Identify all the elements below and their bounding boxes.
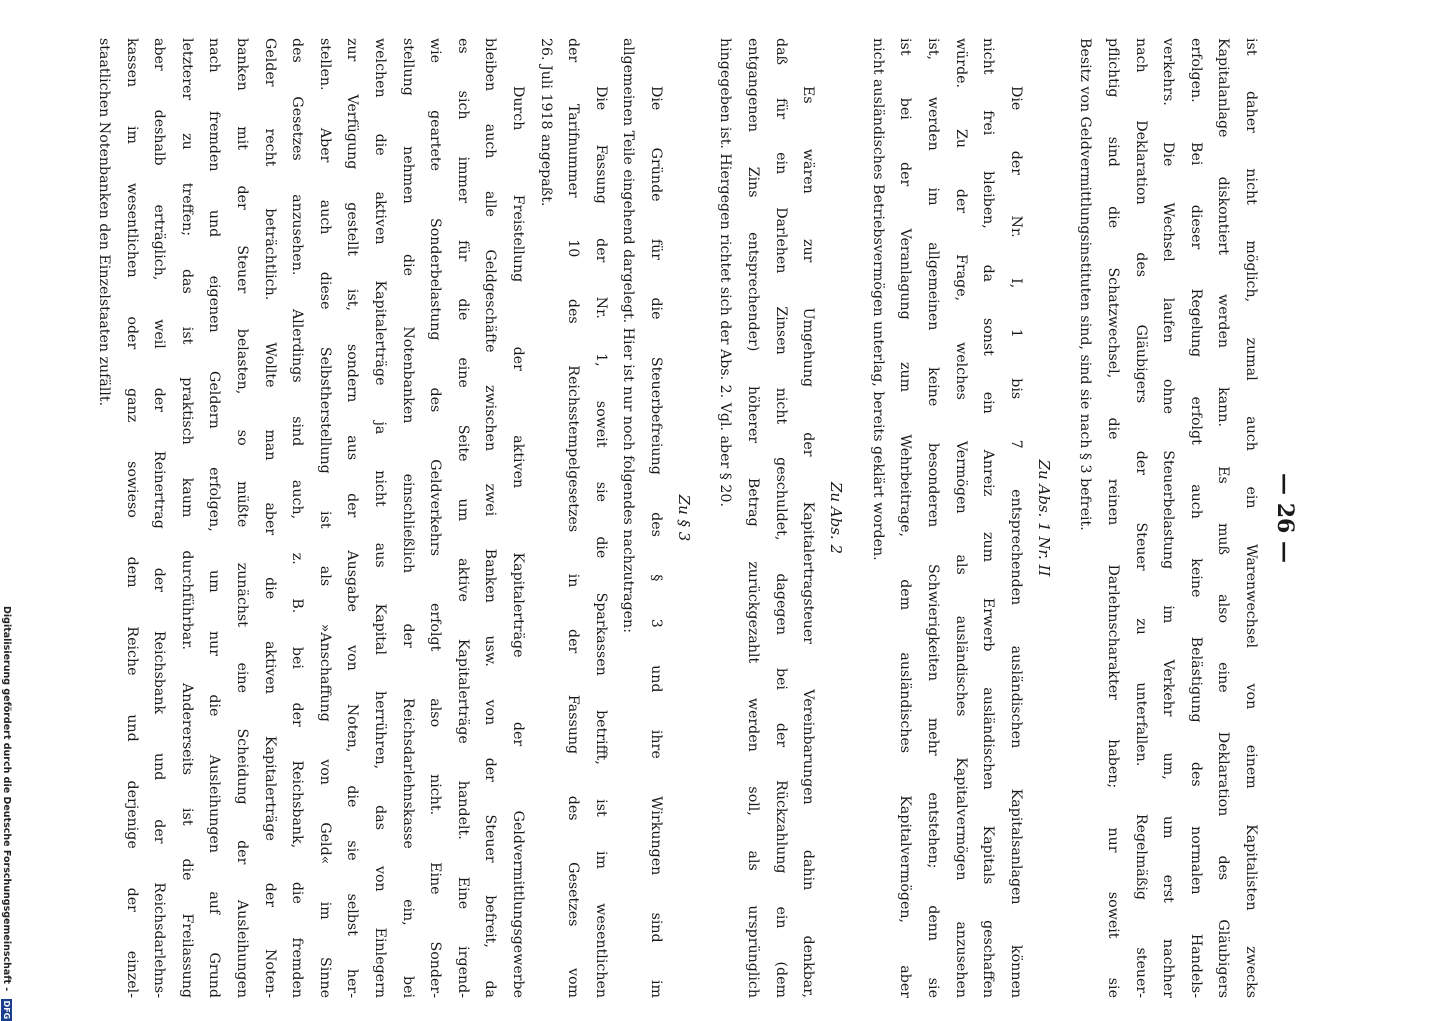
section-heading-abs2: Zu Abs. 2: [827, 481, 846, 555]
section2-paragraph: [711, 38, 821, 998]
credit-text: Digitalisierung gefördert durch die Deutsche Forschungsgemeinschaft -: [1, 606, 12, 992]
text-line: Die der Nr. I, 1 bis 7 entsprechenden ausländischen Kapitalsanlagen können: [1007, 86, 1024, 998]
text-line: würde. Zu der Frage, welches Vermögen als ausländisches Kapitalvermögen anzusehen: [952, 38, 969, 998]
rotated-document-page: [96, 38, 1300, 998]
text-line: Durch Freistellung der aktiven Kapitalerträge der Geldvermittlungsgewerbe: [509, 86, 526, 998]
section3-paragraph-3: [89, 38, 531, 998]
text-line: daß für ein Darlehen Zinsen nicht geschuldet, dagegen bei der Rückzahlung ein (dem: [772, 38, 789, 998]
text-line: staatlichen Notenbanken den Einzelstaaten zufällt.: [96, 38, 113, 407]
text-line: Gelder recht beträchtlich. Wollte man aber die aktiven Kapitalerträge der Noten-: [261, 38, 278, 998]
text-line: der Tarifnummer 10 des Reichsstempelgesetzes in der Fassung des Gesetzes vom: [565, 38, 582, 998]
text-line: Besitz von Geldvermittlungsinstituten sind, sind sie nach § 3 befreit.: [1077, 38, 1094, 531]
text-line: ist bei der Veranlagung zum Wehrbeitrage, dem ausländisches Kapitalvermögen, aber: [897, 38, 914, 998]
text-line: des Gesetzes anzusehen. Allerdings sind auch, z. B. bei der Reichsbank, die fremden: [289, 38, 306, 998]
text-line: zur Verfügung gestellt ist, sondern aus der Ausgabe von Noten, die sie selbst her-: [344, 38, 361, 998]
text-line: es sich immer für die eine Seite um aktive Kapitalerträge handelt. Eine irgend-: [454, 38, 471, 998]
section1-paragraph: [863, 38, 1029, 998]
text-line: bleiben auch alle Geldgeschäfte zwischen zwei Banken usw. von der Steuer befreit, da: [482, 38, 499, 998]
text-line: wie geartete Sonderbelastung des Geldverkehrs erfolgt also nicht. Eine Sonder-: [427, 38, 444, 998]
text-line: erfolgen. Bei dieser Regelung erfolgt auch keine Belästigung des normalen Handels-: [1187, 38, 1204, 998]
text-line: nach Deklaration des Gläubigers der Steuer zu unterfallen. Regelmäßig steuer-: [1132, 38, 1149, 998]
intro-paragraph: [1071, 38, 1264, 998]
text-line: hingegeben ist. Hiergegen richtet sich der Abs. 2. Vgl. aber § 20.: [717, 38, 734, 507]
dfg-logo: DFG: [2, 1000, 11, 1020]
section-heading-abs1-nr2: Zu Abs. 1 Nr. II: [1034, 459, 1053, 577]
text-line: welchen die aktiven Kapitalerträge ja nicht aus Kapital herrühren, das von Einlegern: [371, 38, 388, 998]
text-line: verkehrs. Die Wechsel laufen ohne Steuerbelastung im Verkehr um, um erst nachher: [1160, 38, 1177, 998]
text-line: Die Gründe für die Steuerbefreiung des § 3 und ihre Wirkungen sind im: [647, 86, 664, 998]
page-number: — 26 —: [1272, 473, 1298, 563]
text-line: 26. Juli 1918 angepaßt.: [537, 38, 554, 207]
text-line: ist daher nicht möglich, zumal auch ein Warenwechsel von einem Kapitalisten zwecks: [1243, 38, 1259, 998]
text-line: banken mit der Steuer belasten, so müßte zunächst eine Scheidung der Ausleihungen: [234, 38, 250, 998]
text-line: ist, werden im allgemeinen keine besonderen Schwierigkeiten mehr entstehen; denn sie: [925, 38, 942, 998]
section-heading-par3: Zu § 3: [674, 494, 693, 542]
section3-paragraph-1: [614, 38, 669, 998]
text-line: nach fremden und eigenen Geldern erfolgen, um nur die Ausleihungen auf Grund: [206, 38, 223, 998]
text-line: Es wären zur Umgehung der Kapitalertragsteuer Vereinbarungen dahin denkbar,: [800, 86, 817, 998]
text-line: aber deshalb erträglich, weil der Reinertrag der Reichsbank und der Reichsdarlehns-: [151, 38, 168, 998]
text-line: stellung nehmen die Notenbanken einschließlich der Reichsdarlehnskasse ein, bei: [399, 38, 416, 998]
digitization-credit: [0, 606, 14, 1020]
text-line: stellen. Aber auch diese Selbstherstellung ist als »Anschaffung von Geld« im Sinne: [316, 38, 333, 998]
text-line: allgemeinen Teile eingehend dargelegt. Hier ist nur noch folgendes nachzutragen:: [620, 38, 637, 633]
text-line: nicht ausländisches Betriebsvermögen unterlag, bereits geklärt worden.: [869, 38, 886, 561]
text-line: nicht frei bleiben, da sonst ein Anreiz zum Erwerb ausländischen Kapitals geschaffen: [980, 38, 997, 998]
text-line: entgangenen Zins entsprechender) höherer Betrag zurückgezahlt werden soll, als ursprünglich: [745, 38, 762, 998]
text-line: Die Fassung der Nr. 1, soweit sie die Sparkassen betrifft, ist im wesentlichen: [592, 86, 609, 998]
text-line: letzterer zu treffen; das ist praktisch kaum durchführbar. Andererseits ist die Freilassung: [178, 38, 195, 998]
text-line: Kapitalanlage diskontiert werden kann. Es muß also eine Deklaration des Gläubigers: [1215, 38, 1232, 998]
text-line: kassen im wesentlichen oder ganz sowieso dem Reiche und derjenige der einzel-: [123, 38, 140, 998]
section3-paragraph-2: [531, 38, 614, 998]
text-line: pflichtig sind die Schatzwechsel, die reinen Darlehnscharakter haben; nur soweit sie: [1105, 38, 1122, 998]
